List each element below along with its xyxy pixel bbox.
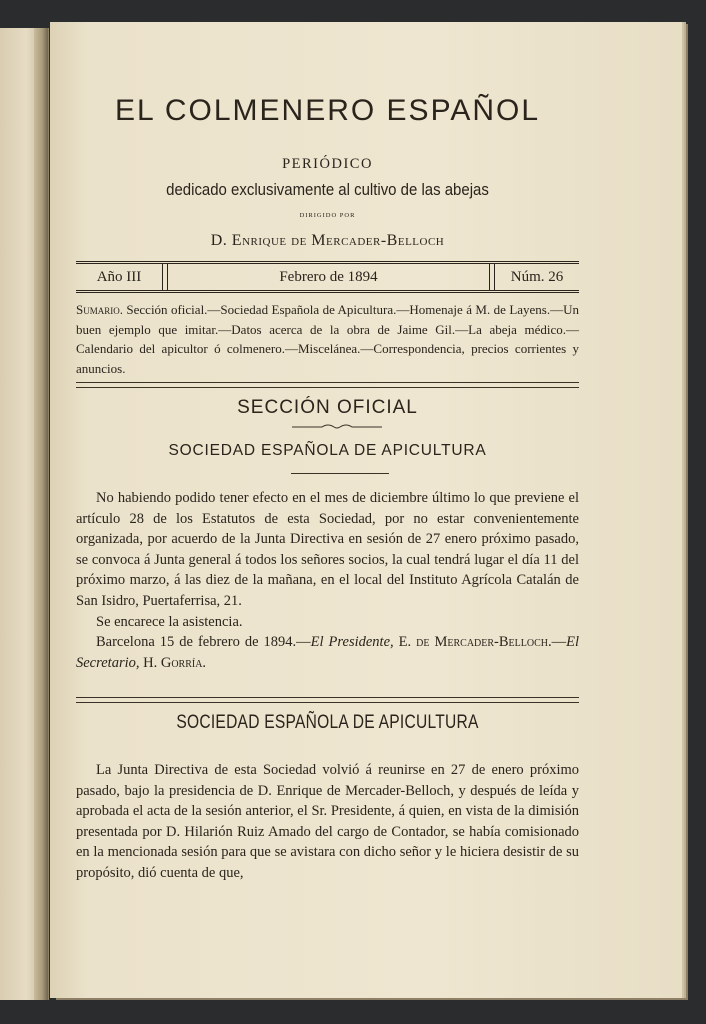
- masthead-subtitle: PERIÓDICO: [282, 156, 373, 172]
- notice-paragraph: No habiendo podido tener efecto en el mes de diciembre último lo que previene el artículo 28 de los Estatutos de esta Sociedad, por no estar convenientemente organizada, por acuerdo de la Junta Directiva en sesión de 27 enero próximo pasado, se convoca á Junta general á todos los señores socios, la cual tendrá lugar el día 11 del próximo marzo, á las diez de la mañana, en el local del Instituto Agrícola Catalán de San Isidro, Puertaferrisa, 21.: [76, 490, 579, 609]
- masthead-title: EL COLMENERO ESPAÑOL: [114, 94, 541, 127]
- secretary-label: El Secretario,: [76, 634, 579, 671]
- president-name: E. de Mercader-Belloch.—: [398, 634, 567, 651]
- book-gutter: [34, 28, 48, 1000]
- president-label: El Presidente,: [310, 634, 394, 651]
- ornament-divider: [292, 422, 382, 432]
- report-paragraph: La Junta Directiva de esta Sociedad volvió á reunirse en 27 de enero próximo pasado, bajo la presidencia de D. Enrique de Mercader-Belloch, y después de leída y aprobada el acta de la sesión anterior, el Sr. Presidente, á quien, en vista de la dimisión presentada por D. Hilarión Ruiz Amado del cargo de Contador, se había comisionado en la mencionada sesión para que se avistara con dicho señor y le hiciera desistir de su propósito, dió cuenta de que,: [76, 762, 579, 881]
- sign-place: Barcelona 15 de febrero de 1894.—: [96, 634, 311, 651]
- summary-label: Sumario.: [76, 302, 123, 317]
- society-report: [76, 760, 579, 884]
- short-rule: [291, 473, 389, 474]
- issue-date: Febrero de 1894: [279, 268, 378, 285]
- summary: [76, 300, 579, 378]
- directed-by-label: DIRIGIDO POR: [299, 212, 356, 219]
- summary-text: Sección oficial.—Sociedad Española de Apicultura.—Homenaje á M. de Layens.—Un buen ejemplo que imitar.—Datos acerca de la obra de Jaime Gil.—La abeja médico.—Calendario del apicultor ó colmenero.—Miscelánea.—Correspondencia, precios corrientes y anuncios.: [76, 302, 579, 376]
- section-divider: [76, 697, 579, 703]
- section-divider: [76, 382, 579, 388]
- issue-info-bar: [76, 261, 579, 293]
- issue-number: Núm. 26: [510, 268, 564, 285]
- section-official-subheading: SOCIEDAD ESPAÑOLA DE APICULTURA: [168, 442, 487, 459]
- official-notice: [76, 488, 579, 673]
- notice-signature: [76, 632, 579, 673]
- section-official-heading: SECCIÓN OFICIAL: [237, 397, 418, 418]
- secretary-name: H. Gorría.: [143, 654, 207, 671]
- notice-attendance: Se encarece la asistencia.: [96, 613, 243, 630]
- masthead-tagline: dedicado exclusivamente al cultivo de las abejas: [166, 180, 489, 199]
- section-society-heading: SOCIEDAD ESPAÑOLA DE APICULTURA: [176, 712, 479, 733]
- issue-year: Año III: [96, 268, 142, 285]
- masthead-director: D. Enrique de Mercader-Belloch: [210, 232, 445, 249]
